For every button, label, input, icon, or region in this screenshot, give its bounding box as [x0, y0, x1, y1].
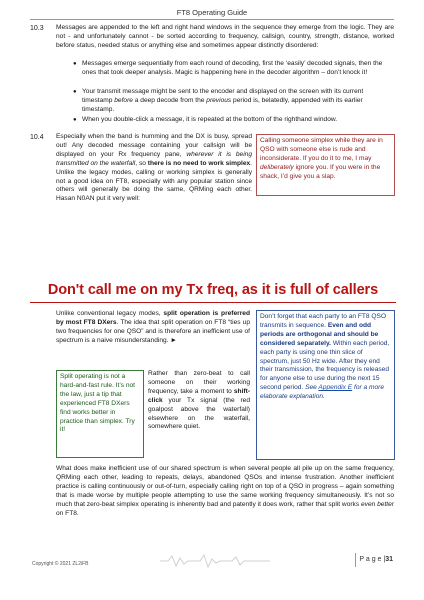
section-10-4-text: Especially when the band is humming and the DX is busy, spread out! Any decoded message containing your callsign will be displayed on your Rx frequency pane, wherever it is being transmitted on the waterfall, so there is no need to work simplex. Unlike the legacy modes, calling or working simplex is generally not a good idea on FT8, especially with any popular station since others will generally be doing the same, QRMing each other. Hasan N0AN put it very well: [56, 133, 253, 203]
info-box-periods: Don’t forget that each party to an FT8 QSO transmits in sequence. Even and odd periods are orthogonal and should be considered separately. Within each period, each party is using one thin slice of spectrum, just 50 Hz wide. After they end their transmission, the frequency is released for anyone else to use during the next 15 second period. See Appendix E for a more elaborate explanation. [256, 310, 395, 460]
bullet-item: ● When you double-click a message, it is repeated at the bottom of the righthand window. [73, 116, 338, 123]
waveform-watermark-icon [160, 553, 270, 569]
tip-box-split: Split operating is not a hard-and-fast rule. It’s not the law, just a tip that experienced FT8 DXers find works better in practice than simplex. Try it! [56, 370, 144, 458]
bullet-icon: ● [73, 61, 77, 67]
copyright: Copyright © 2021 ZL2iFB [32, 561, 89, 567]
split-conclusion: What does make inefficient use of our shared spectrum is when several people all pile up on the same frequency, QRMing each other, leading to repeats, delays, abandoned QSOs and intense frustration. Another inefficient practice is calling continuously or out-of-turn, especially calling right on top of a QSO in progress – again something that is made worse by multiple people attempting to use the same working frequency simultaneously. It’s not so much that zero-beat simplex operating is inherently bad and patently it does work, rather that split works even better on FT8. [56, 465, 394, 517]
split-mid-text: Rather than zero-beat to call someone on their working frequency, take a moment to shift-click your Tx signal (the red goalpost above the waterfall) elsewhere on the waterfall, somewhere quiet. [148, 370, 250, 431]
split-intro: Unlike conventional legacy modes, split operation is preferred by most FT8 DXers. The idea that split operation on FT8 “ties up two frequencies for one QSO” and is therefore an inefficient use of spectrum is a naive misunderstanding. ► [56, 310, 251, 344]
bullet-item: ● Messages emerge sequentially from each round of decoding, first the ‘easily’ decoded signals, then the ones that took deeper analysis. Magic is happening here in the decoder algorithm – don’t knock it! [73, 60, 383, 76]
bullet-item: ● Your transmit message might be sent to the encoder and displayed on the screen with its current timestamp before a deep decode from the previous period is, belatedly, appended with its earlier timestamp. [73, 88, 364, 113]
bullet-icon: ● [73, 89, 77, 95]
section-number-10-4: 10.4 [30, 134, 44, 141]
section-number-10-3: 10.3 [30, 25, 44, 32]
section-10-3-intro: Messages are appended to the left and right hand windows in the sequence they emerge from the logic. They are not - and unfortunately cannot - be sorted according to frequency, callsign, country, strength, distance, worked before status, needed status or anything else and sometimes appear distinctly disordered: [56, 24, 394, 49]
quote-box-n0an: Calling someone simplex while they are in QSO with someone else is rude and inconsiderate. If you do it to me, I may deliberately ignore you. If you were in the shack, I’d give you a slap. [256, 134, 395, 196]
page-number: P a g e |31 [359, 556, 393, 563]
banner-rule [30, 302, 396, 303]
header-rule [30, 19, 394, 20]
appendix-e-link[interactable]: Appendix E [318, 384, 353, 392]
page-header: FT8 Operating Guide [176, 8, 248, 17]
bullet-icon: ● [73, 117, 77, 123]
section-banner-title: Don't call me on my Tx freq, as it is full of callers [47, 282, 379, 298]
